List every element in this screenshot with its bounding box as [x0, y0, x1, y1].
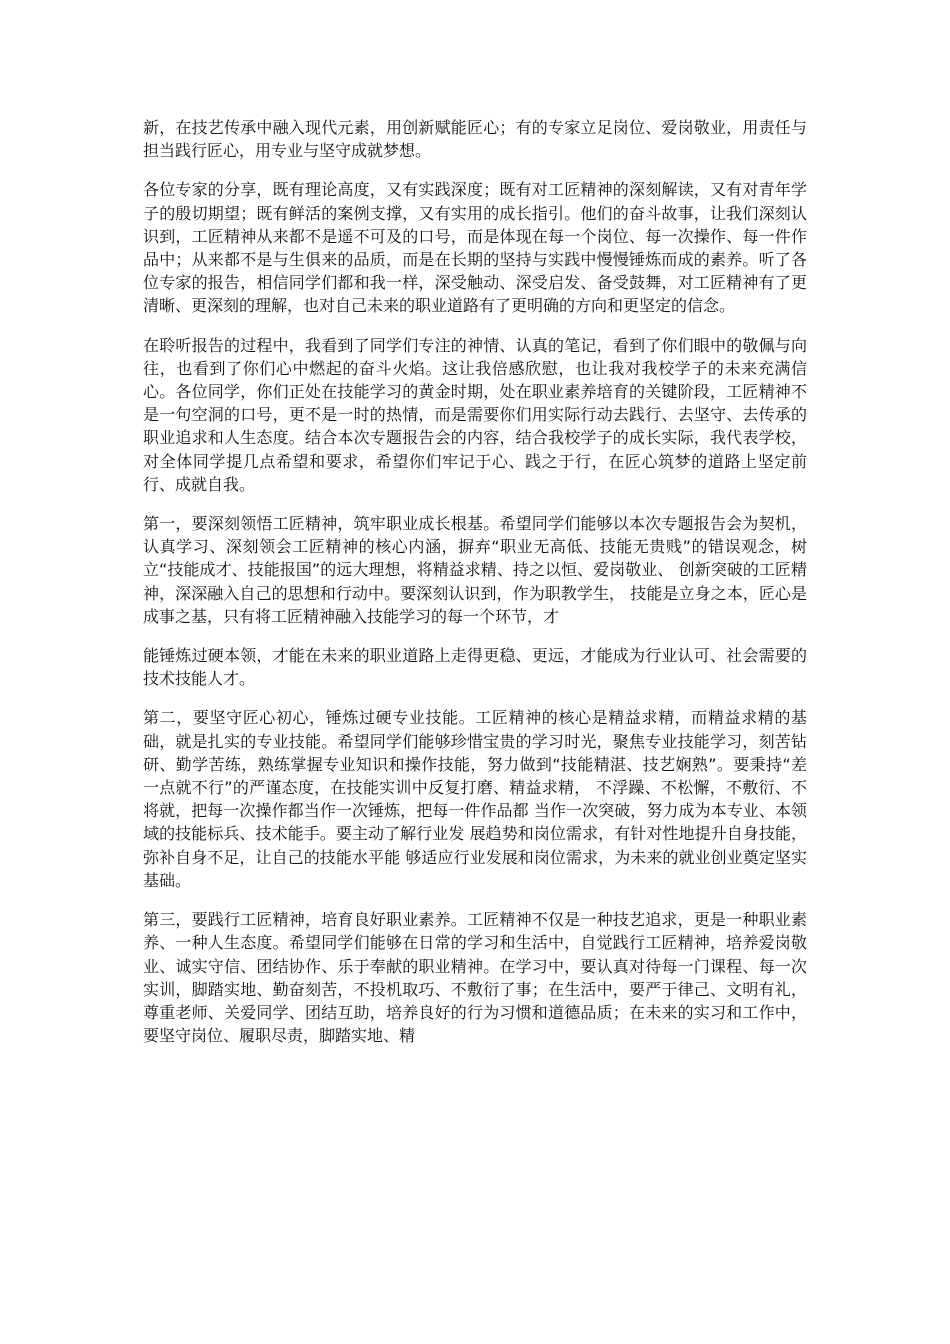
document-body	[143, 116, 807, 1063]
paragraph: 第三，要践行工匠精神，培育良好职业素养。工匠精神不仅是一种技艺追求，更是一种职业素养、一种人生态度。希望同学们能够在日常的学习和生活中，自觉践行工匠精神，培养爱岗敬业、诚实守信、团结协作、乐于奉献的职业精神。在学习中，要认真对待每一门课程、每一次实训，脚踏实地、勤奋刻苦，不投机取巧、不敷衍了事；在生活中，要严于律己、文明有礼，尊重老师、关爱同学、团结互助，培养良好的行为习惯和道德品质；在未来的实习和工作中，要坚守岗位、履职尽责，脚踏实地、精	[143, 910, 807, 1046]
paragraph: 在聆听报告的过程中，我看到了同学们专注的神情、认真的笔记，看到了你们眼中的敬佩与向往，也看到了你们心中燃起的奋斗火焰。这让我倍感欣慰，也让我对我校学子的未来充满信心。各位同学，你们正处在技能学习的黄金时期，处在职业素养培育的关键阶段，工匠精神不是一句空洞的口号，更不是一时的热情，而是需要你们用实际行动去践行、去坚守、去传承的职业追求和人生态度。结合本次专题报告会的内容，结合我校学子的成长实际，我代表学校，对全体同学提几点希望和要求，希望你们牢记于心、践之于行，在匠心筑梦的道路上坚定前行、成就自我。	[143, 335, 807, 494]
paragraph: 能锤炼过硬本领，才能在未来的职业道路上走得更稳、更远，才能成为行业认可、社会需要的技术技能人才。	[143, 646, 807, 689]
paragraph: 第一，要深刻领悟工匠精神，筑牢职业成长根基。希望同学们能够以本次专题报告会为契机，认真学习、深刻领会工匠精神的核心内涵，摒弃“职业无高低、技能无贵贱”的错误观念，树立“技能成才、技能报国”的远大理想，将精益求精、持之以恒、爱岗敬业、 创新突破的工匠精神，深深融入自己的思想和行动中。要深刻认识到，作为职教学生， 技能是立身之本，匠心是成事之基，只有将工匠精神融入技能学习的每一个环节，才	[143, 514, 807, 626]
paragraph: 第二，要坚守匠心初心，锤炼过硬专业技能。工匠精神的核心是精益求精，而精益求精的基础，就是扎实的专业技能。希望同学们能够珍惜宝贵的学习时光，聚焦专业技能学习，刻苦钻研、勤学苦练，熟练掌握专业知识和操作技能，努力做到“技能精湛、技艺娴熟”。要秉持“差一点就不行”的严谨态度，在技能实训中反复打磨、精益求精， 不浮躁、不松懈，不敷衍、不将就，把每一次操作都当作一次锤炼，把每一件作品都 当作一次突破，努力成为本专业、本领域的技能标兵、技术能手。要主动了解行业发 展趋势和岗位需求，有针对性地提升自身技能，弥补自身不足，让自己的技能水平能 够适应行业发展和岗位需求，为未来的就业创业奠定坚实基础。	[143, 708, 807, 890]
paragraph: 各位专家的分享，既有理论高度，又有实践深度；既有对工匠精神的深刻解读，又有对青年学子的殷切期望；既有鲜活的案例支撑，又有实用的成长指引。他们的奋斗故事，让我们深刻认识到，工匠精神从来都不是遥不可及的口号，而是体现在每一个岗位、每一次操作、每一件作品中；从来都不是与生俱来的品质，而是在长期的坚持与实践中慢慢锤炼而成的素养。听了各位专家的报告，相信同学们都和我一样，深受触动、深受启发、备受鼓舞，对工匠精神有了更清晰、更深刻的理解，也对自己未来的职业道路有了更明确的方向和更坚定的信念。	[143, 180, 807, 316]
paragraph: 新，在技艺传承中融入现代元素，用创新赋能匠心；有的专家立足岗位、爱岗敬业，用责任与担当践行匠心，用专业与坚守成就梦想。	[143, 118, 807, 161]
